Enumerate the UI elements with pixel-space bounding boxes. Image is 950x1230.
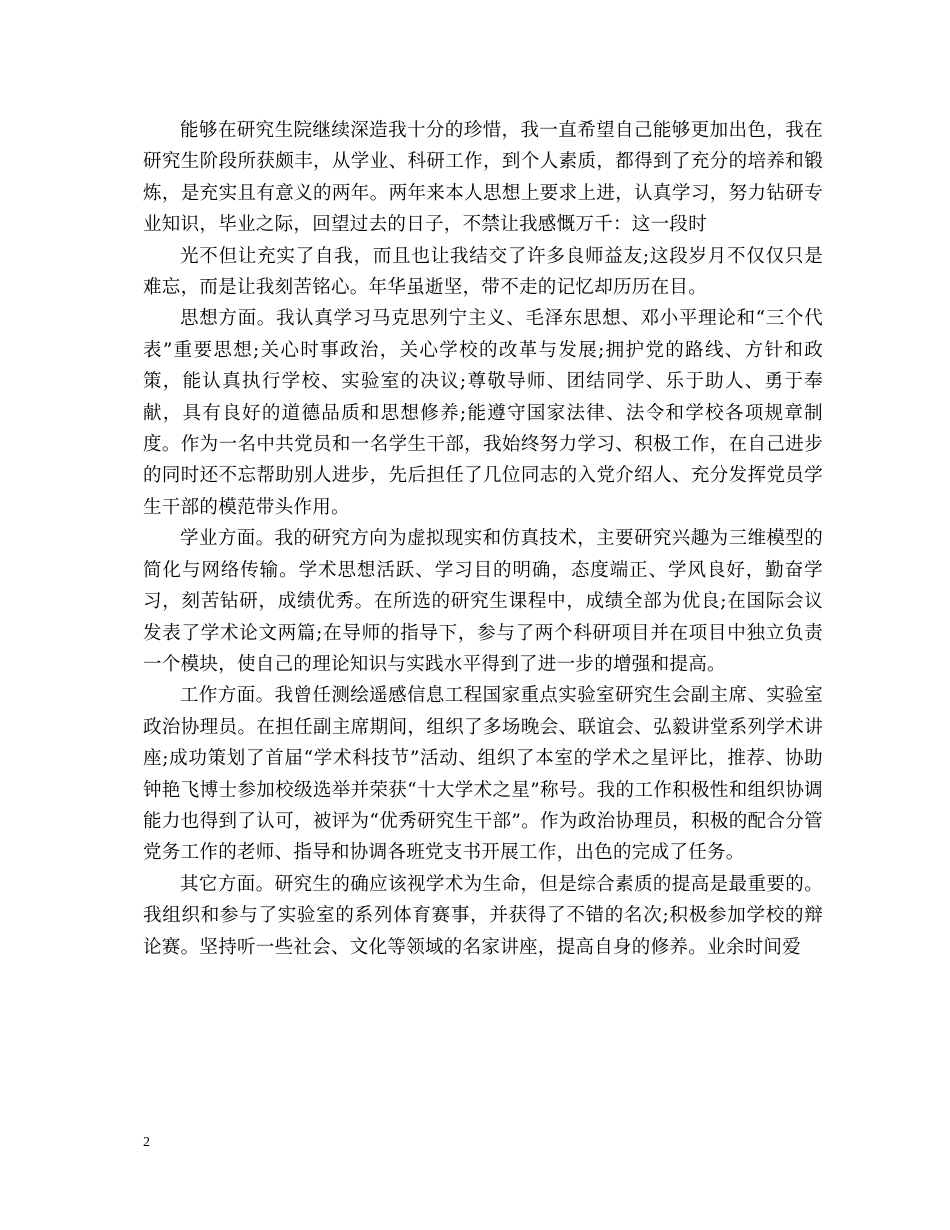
document-body [143,115,823,963]
paragraph-other: 其它方面。研究生的确应该视学术为生命，但是综合素质的提高是最重要的。我组织和参与了实验室的系列体育赛事，并获得了不错的名次;积极参加学校的辩论赛。坚持听一些社会、文化等领域的名家讲座，提高自身的修养。业余时间爱 [143,873,823,958]
paragraph-intro: 能够在研究生院继续深造我十分的珍惜，我一直希望自己能够更加出色，我在研究生阶段所获颇丰，从学业、科研工作，到个人素质，都得到了充分的培养和锻炼，是充实且有意义的两年。两年来本人思想上要求上进，认真学习，努力钻研专业知识，毕业之际，回望过去的日子，不禁让我感慨万千：这一段时 [143,120,823,236]
page-number: 2 [143,1135,150,1150]
paragraph-academics: 学业方面。我的研究方向为虚拟现实和仿真技术，主要研究兴趣为三维模型的简化与网络传输。学术思想活跃、学习目的明确，态度端正、学风良好，勤奋学习，刻苦钻研，成绩优秀。在所选的研究生课程中，成绩全部为优良;在国际会议发表了学术论文两篇;在导师的指导下，参与了两个科研项目并在项目中独立负责一个模块，使自己的理论知识与实践水平得到了进一步的增强和提高。 [143,528,823,675]
paragraph-work: 工作方面。我曾任测绘遥感信息工程国家重点实验室研究生会副主席、实验室政治协理员。在担任副主席期间，组织了多场晚会、联谊会、弘毅讲堂系列学术讲座;成功策划了首届“学术科技节”活动、组织了本室的学术之星评比，推荐、协助钟艳飞博士参加校级选举并荣获“十大学术之星”称号。我的工作积极性和组织协调能力也得到了认可，被评为“优秀研究生干部”。作为政治协理员，积极的配合分管党务工作的老师、指导和协调各班党支书开展工作，出色的完成了任务。 [143,685,823,864]
paragraph-ideology: 思想方面。我认真学习马克思列宁主义、毛泽东思想、邓小平理论和“三个代表”重要思想;关心时事政治，关心学校的改革与发展;拥护党的路线、方针和政策，能认真执行学校、实验室的决议;尊敬导师、团结同学、乐于助人、勇于奉献，具有良好的道德品质和思想修养;能遵守国家法律、法令和学校各项规章制度。作为一名中共党员和一名学生干部，我始终努力学习、积极工作，在自己进步的同时还不忘帮助别人进步，先后担任了几位同志的入党介绍人、充分发挥党员学生干部的模范带头作用。 [143,308,823,518]
paragraph-intro-continued: 光不但让充实了自我，而且也让我结交了许多良师益友;这段岁月不仅仅只是难忘，而是让我刻苦铭心。年华虽逝坚，带不走的记忆却历历在目。 [143,245,823,299]
